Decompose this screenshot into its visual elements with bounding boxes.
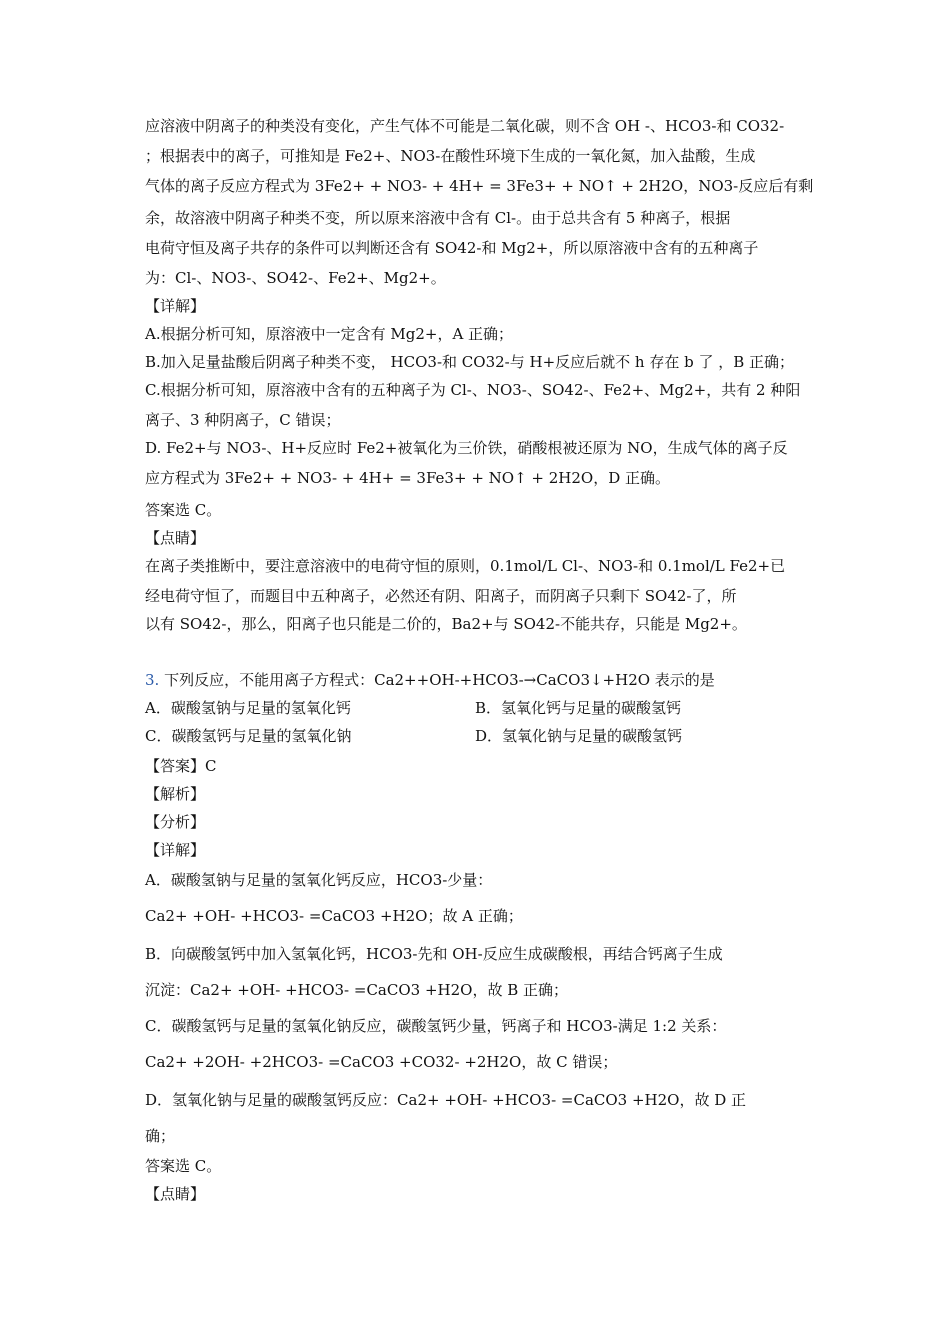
question-number: 3.	[145, 671, 160, 689]
equation-line: Ca2+ +OH- +HCO3- =CaCO3 +H2O；故 A 正确；	[145, 907, 523, 925]
text-line: ；根据表中的离子，可推知是 Fe2+、NO3-在酸性环境下生成的一氧化氮，加入盐酸，生成	[145, 147, 756, 165]
option-c: C．碳酸氢钙与足量的氢氧化钠	[145, 727, 352, 745]
text-line: 经电荷守恒了，而题目中五种离子，必然还有阴、阳离子，而阴离子只剩下 SO42-了，所	[145, 587, 737, 605]
option-d: D．氢氧化钠与足量的碳酸氢钙	[475, 727, 683, 745]
text-line: 应溶液中阴离子的种类没有变化，产生气体不可能是二氧化碳，则不含 OH -、HCO3-和 CO32-	[145, 117, 785, 135]
text-line: C．碳酸氢钙与足量的氢氧化钠反应，碳酸氢钙少量，钙离子和 HCO3-满足 1:2 关系：	[145, 1017, 727, 1035]
text-line: B.加入足量盐酸后阴离子种类不变， HCO3-和 CO32-与 H+反应后就不 h 存在 b 了 ，B 正确；	[145, 353, 795, 371]
text-line: 应方程式为 3Fe2+ + NO3- + 4H+ = 3Fe3+ + NO↑ + 2H2O，D 正确。	[145, 469, 671, 487]
question-stem	[145, 670, 715, 698]
text-line: D．氢氧化钠与足量的碳酸氢钙反应：Ca2+ +OH- +HCO3- =CaCO3 +H2O，故 D 正	[145, 1091, 747, 1109]
option-a: A．碳酸氢钠与足量的氢氧化钙	[145, 699, 351, 717]
text-line: A．碳酸氢钠与足量的氢氧化钙反应，HCO3-少量：	[145, 871, 493, 889]
answer-heading: 【答案】C	[145, 757, 217, 775]
text-line: 在离子类推断中，要注意溶液中的电荷守恒的原则，0.1mol/L Cl-、NO3-和 0.1mol/L Fe2+已	[145, 557, 786, 575]
text-line: 离子、3 种阴离子，C 错误；	[145, 411, 341, 429]
section-heading: 【点睛】	[145, 1185, 206, 1203]
equation-line: Ca2+ +2OH- +2HCO3- =CaCO3 +CO32- +2H2O，故 C 错误；	[145, 1053, 618, 1071]
text-line: 电荷守恒及离子共存的条件可以判断还含有 SO42-和 Mg2+，所以原溶液中含有的五种离子	[145, 239, 759, 257]
equation-line: 沉淀：Ca2+ +OH- +HCO3- =CaCO3 +H2O，故 B 正确；	[145, 981, 569, 999]
section-heading: 【分析】	[145, 813, 206, 831]
text-line: 以有 SO42-，那么，阳离子也只能是二价的，Ba2+与 SO42-不能共存，只能是 Mg2+。	[145, 615, 747, 633]
text-line: 答案选 C。	[145, 1157, 222, 1175]
text-line: 答案选 C。	[145, 501, 222, 519]
text-line: 确；	[145, 1127, 176, 1145]
text-line: C.根据分析可知，原溶液中含有的五种离子为 Cl-、NO3-、SO42-、Fe2+、Mg2+，共有 2 种阳	[145, 381, 801, 399]
option-b: B．氢氧化钙与足量的碳酸氢钙	[475, 699, 682, 717]
text-line: D. Fe2+与 NO3-、H+反应时 Fe2+被氧化为三价铁，硝酸根被还原为 NO，生成气体的离子反	[145, 439, 788, 457]
text-line: 余，故溶液中阴离子种类不变，所以原来溶液中含有 Cl-。由于总共含有 5 种离子，根据	[145, 209, 731, 227]
section-heading: 【点睛】	[145, 529, 206, 547]
question-text: 下列反应，不能用离子方程式：Ca2++OH-+HCO3-→CaCO3↓+H2O 表示的是	[164, 671, 715, 689]
text-line: 气体的离子反应方程式为 3Fe2+ + NO3- + 4H+ = 3Fe3+ + NO↑ + 2H2O，NO3-反应后有剩	[145, 177, 814, 195]
text-line: B．向碳酸氢钙中加入氢氧化钙，HCO3-先和 OH-反应生成碳酸根，再结合钙离子生成	[145, 945, 723, 963]
text-line: A.根据分析可知，原溶液中一定含有 Mg2+，A 正确；	[145, 325, 514, 343]
section-heading: 【解析】	[145, 785, 206, 803]
section-heading: 【详解】	[145, 841, 206, 859]
section-heading: 【详解】	[145, 297, 206, 315]
text-line: 为：Cl-、NO3-、SO42-、Fe2+、Mg2+。	[145, 269, 446, 287]
